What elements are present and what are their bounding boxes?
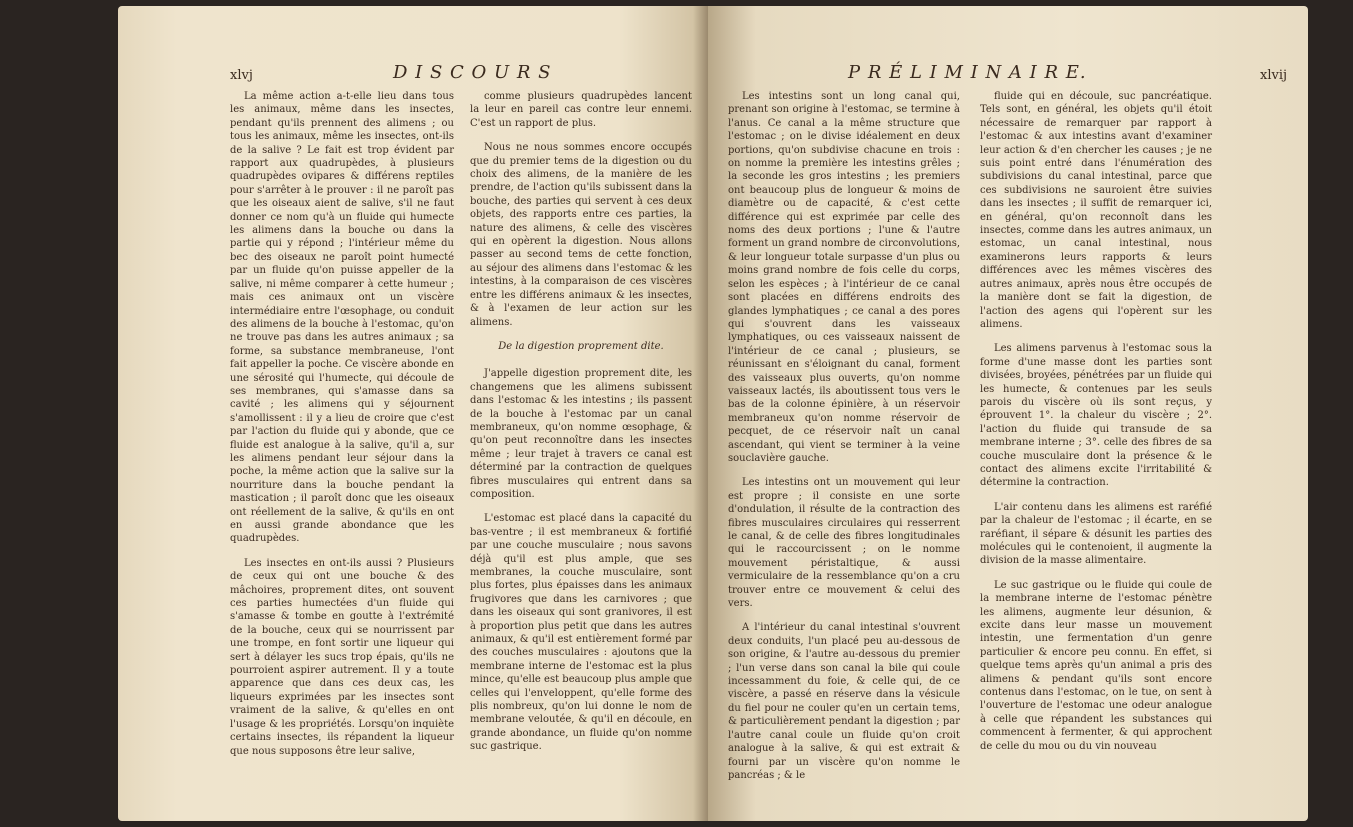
paragraph: comme plusieurs quadrupèdes lancent la leur en pareil cas contre leur ennemi. C'est un rapport de plus. xyxy=(470,91,692,129)
right-column-2 xyxy=(980,90,1212,764)
right-page-number: xlvij xyxy=(1260,68,1288,83)
right-running-head: P R É L I M I N A I R E. xyxy=(848,62,1087,83)
paragraph: fluide qui en découle, suc pancréatique. Tels sont, en général, les objets qu'il étoit nécessaire de remarquer par rapport à l'estomac & aux intestins avant d'examiner leur action & d'en chercher les causes ; je ne suis point entré dans l'énumération des subdivisions du canal intestinal, parce que ces subdivisions ne sauroient être suivies dans les insectes ; il suffit de remarquer ici, en général, qu'on reconnoît dans les insectes, comme dans les autres animaux, un estomac, un canal intestinal, nous examinerons leurs rapports & leurs différences avec les mêmes viscères des autres animaux, après nous être occupés de la manière dont se fait la digestion, de l'action des agens qui l'opèrent sur les alimens. xyxy=(980,91,1212,330)
paragraph: L'estomac est placé dans la capacité du bas-ventre ; il est membraneux & fortifié par une couche musculaire ; nous savons déjà qu'il est plus ample, que ses membranes, la couche musculaire, sont plus fortes, plus épaisses dans les animaux frugivores que dans les carnivores ; que dans les oiseaux qui sont granivores, il est à proportion plus petit que dans les autres animaux, & qu'il est entièrement formé par des couches musculaires : ajoutons que la membrane interne de l'estomac est la plus mince, qu'elle est beaucoup plus ample que celles qui l'enveloppent, qu'elle forme des plis nombreux, qu'on lui donne le nom de membrane veloutée, & qu'il en découle, en grande abondance, un fluide qu'on nomme suc gastrique. xyxy=(470,513,692,753)
paragraph: Les alimens parvenus à l'estomac sous la forme d'une masse dont les parties sont divisées, broyées, pénétrées par un fluide qui les humecte, & contenues par les seuls parois du viscère où ils sont reçus, y éprouvent 1°. la chaleur du viscère ; 2°. l'action du fluide qui transude de sa membrane interne ; 3°. celle des fibres de sa couche musculaire dont la présence & le contact des alimens excite l'irritabilité & détermine la contraction. xyxy=(980,343,1212,489)
paragraph: Les intestins sont un long canal qui, prenant son origine à l'estomac, se termine à l'anus. Ce canal a la même structure que l'estomac ; on le divise idéalement en deux portions, qu'on subdivise chacune en trois : on nomme la première les intestins grêles ; la seconde les gros intestins ; les premiers ont beaucoup plus de longueur & moins de diamètre ou de capacité, & c'est cette différence qui est exprimée par celle des noms des deux portions ; l'une & l'autre forment un grand nombre de circonvolutions, & leur longueur totale surpasse d'un plus ou moins grand nombre de fois celle du corps, selon les espèces ; à l'intérieur de ce canal sont placées en différens endroits des glandes lymphatiques ; ce canal a des pores qui s'ouvrent dans les vaisseaux lymphatiques, ou ces vaisseaux naissent de l'intérieur de ce canal ; plusieurs, se réunissant en s'éloignant du canal, forment des vaisseaux plus ouverts, qu'on nomme vaisseaux lactés, ils aboutissent tous vers le bas de la colonne épinière, à un réservoir membraneux qu'on nomme réservoir de pecquet, de ce réservoir naît un canal ascendant, qui vient se terminer à la veine souclavière gauche. xyxy=(728,91,960,464)
section-subtitle: De la digestion proprement dite. xyxy=(498,340,664,352)
paragraph: A l'intérieur du canal intestinal s'ouvrent deux conduits, l'un placé peu au-dessous de son origine, & l'autre au-dessous du premier ; l'un verse dans son canal la bile qui coule incessamment du foie, & celle qui, de ce viscère, a passé en réserve dans la vésicule du fiel pour ne couler qu'en un certain tems, & particulièrement pendant la digestion ; par l'autre canal coule un fluide qu'on croit analogue à la salive, & qui est extrait & fourni par un viscère qu'on nomme le pancréas ; & le xyxy=(728,622,960,781)
paragraph: Les intestins ont un mouvement qui leur est propre ; il consiste en une sorte d'ondulation, il résulte de la contraction des fibres musculaires circulaires qui resserrent le canal, & de celle des fibres longitudinales qui le raccourcissent ; on le nomme mouvement péristaltique, & aussi vermiculaire de la ressemblance qu'on a cru trouver entre ce mouvement & celui des vers. xyxy=(728,477,960,610)
paragraph: Les insectes en ont-ils aussi ? Plusieurs de ceux qui ont une bouche & des mâchoires, proprement dites, ont souvent ces parties humectées d'un fluide qui s'amasse & tombe en goutte à l'extrémité de la bouche, ceux qui se nourrissent par une trompe, en font sortir une liqueur qui sert à délayer les sucs trop épais, qu'ils ne pourroient aspirer autrement. Il y a toute apparence que dans ces deux cas, les liqueurs exprimées par les insectes sont vraiment de la salive, & qu'elles en ont l'usage & les propriétés. Lorsqu'on inquiète certains insectes, ils répandent la liqueur que nous supposons être leur salive, xyxy=(230,557,454,757)
left-page xyxy=(118,6,708,821)
left-column-1 xyxy=(230,90,454,769)
right-column-1 xyxy=(728,90,960,793)
paragraph: L'air contenu dans les alimens est raréfié par la chaleur de l'estomac ; il écarte, en se raréfiant, il sépare & désunit les parties des molécules qui le contenoient, il augmente la division de la masse alimentaire. xyxy=(980,501,1212,567)
right-page xyxy=(708,6,1308,821)
paragraph: Nous ne nous sommes encore occupés que du premier tems de la digestion ou du choix des alimens, de la manière de les prendre, de l'action qu'ils subissent dans la bouche, des parties qui servent à ces deux objets, des rapports entre ces parties, la nature des alimens, & celle des viscères qui en opèrent la digestion. Nous allons passer au second tems de cette fonction, au séjour des alimens dans l'estomac & les intestins, à la comparaison de ces viscères entre les différens animaux & les insectes, & à l'examen de leur action sur les alimens. xyxy=(470,142,692,328)
left-page-number: xlvj xyxy=(230,68,253,83)
open-book xyxy=(118,6,1308,821)
paragraph: J'appelle digestion proprement dite, les changemens que les alimens subissent dans l'estomac & les intestins ; ils passent de la bouche à l'estomac par un canal membraneux, qu'on nomme œsophage, & qu'on peut reconnoître dans les insectes même ; leur trajet à travers ce canal est déterminé par la contraction de quelques fibres musculaires qui entrent dans sa composition. xyxy=(470,368,692,500)
left-column-2 xyxy=(470,90,692,765)
left-running-head: D I S C O U R S xyxy=(393,62,552,83)
paragraph: La même action a-t-elle lieu dans tous les animaux, même dans les insectes, pendant qu'ils prennent des alimens ; ou tous les animaux, même les insectes, ont-ils de la salive ? Le fait est trop évident par rapport aux quadrupèdes, à plusieurs quadrupèdes ovipares & différens reptiles pour s'arrêter à le prouver : il ne paroît pas que les oiseaux aient de salive, s'il ne faut donner ce nom qu'à un fluide qui humecte les alimens dans la bouche ou dans la partie qui y répond ; l'intérieur même du bec des oiseaux ne paroît point humecté par un fluide qu'on puisse appeller de la salive, ni même comparer à cette humeur ; mais ces animaux ont un viscère intermédiaire entre l'œsophage, ou conduit des alimens de la bouche à l'estomac, qu'on ne trouve pas dans les autres animaux ; sa forme, sa substance membraneuse, l'ont fait appeller la poche. Ce viscère abonde en une sérosité qui l'humecte, qui découle de ses membranes, qui s'amasse dans sa cavité ; les alimens qui y séjournent s'amollissent : il y a lieu de croire que c'est par l'action du fluide qui y abonde, que ce fluide est analogue à la salive, qu'il a, sur les alimens pendant leur séjour dans la poche, la même action que la salive sur la nourriture dans la bouche pendant la mastication ; il paroît donc que les oiseaux ont réellement de la salive, & qu'ils en ont en aussi grande abondance que les quadrupèdes. xyxy=(230,91,454,545)
paragraph: Le suc gastrique ou le fluide qui coule de la membrane interne de l'estomac pénètre les alimens, augmente leur désunion, & excite dans leur masse un mouvement intestin, une fermentation d'un genre particulier & encore peu connu. En effet, si quelque tems après qu'un animal a pris des alimens & pendant qu'ils sont encore contenus dans l'estomac, on le tue, on sent à l'ouverture de l'estomac une odeur analogue à celle que répandent les substances qui commencent à fermenter, & qui approchent de celle du mou ou du vin nouveau xyxy=(980,579,1212,752)
